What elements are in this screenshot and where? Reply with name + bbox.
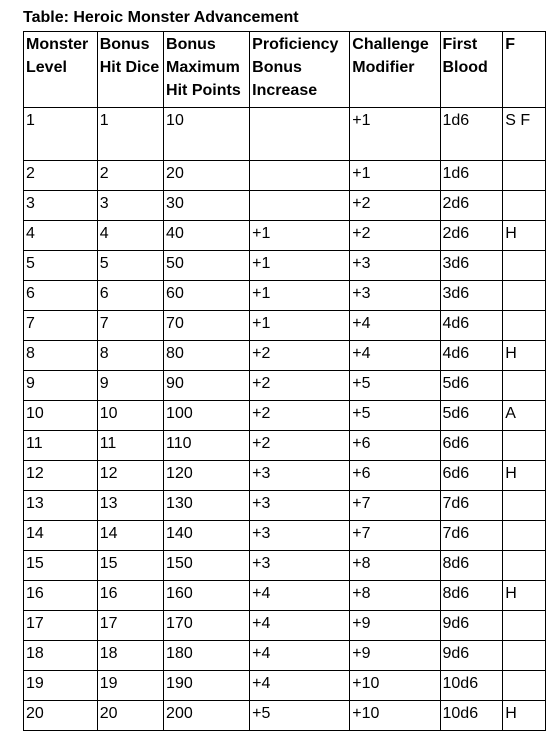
table-row [24,371,546,401]
table-row [24,461,546,491]
cell-first-blood: 10d6 [440,701,503,731]
cell-bonus-hit-dice: 12 [97,461,163,491]
cell-bonus-hit-dice: 17 [97,611,163,641]
cell-monster-level: 3 [24,191,98,221]
cell-proficiency-bonus-increase: +4 [250,611,350,641]
cell-truncated-column [503,281,546,311]
table-row [24,641,546,671]
cell-monster-level: 7 [24,311,98,341]
table-row [24,701,546,731]
cell-proficiency-bonus-increase: +3 [250,521,350,551]
cell-challenge-modifier: +10 [350,701,440,731]
cell-bonus-maximum-hit-points: 110 [164,431,250,461]
cell-challenge-modifier: +10 [350,671,440,701]
cell-monster-level: 18 [24,641,98,671]
cell-bonus-hit-dice: 8 [97,341,163,371]
cell-bonus-maximum-hit-points: 80 [164,341,250,371]
table-row [24,521,546,551]
cell-challenge-modifier: +3 [350,251,440,281]
cell-challenge-modifier: +1 [350,161,440,191]
cell-bonus-maximum-hit-points: 160 [164,581,250,611]
cell-truncated-column [503,431,546,461]
cell-truncated-column [503,191,546,221]
cell-first-blood: 10d6 [440,671,503,701]
table-row [24,108,546,161]
cell-bonus-maximum-hit-points: 100 [164,401,250,431]
cell-first-blood: 6d6 [440,431,503,461]
header-bonus-hit-dice: Bonus Hit Dice [97,32,163,108]
cell-monster-level: 20 [24,701,98,731]
table-row [24,161,546,191]
cell-monster-level: 13 [24,491,98,521]
cell-first-blood: 4d6 [440,311,503,341]
cell-proficiency-bonus-increase [250,191,350,221]
cell-truncated-column [503,551,546,581]
cell-bonus-maximum-hit-points: 180 [164,641,250,671]
cell-bonus-maximum-hit-points: 40 [164,221,250,251]
cell-truncated-column [503,671,546,701]
cell-proficiency-bonus-increase: +1 [250,221,350,251]
cell-first-blood: 9d6 [440,641,503,671]
cell-challenge-modifier: +5 [350,371,440,401]
cell-monster-level: 1 [24,108,98,161]
cell-monster-level: 16 [24,581,98,611]
table-row [24,611,546,641]
cell-monster-level: 6 [24,281,98,311]
cell-challenge-modifier: +7 [350,521,440,551]
cell-truncated-column [503,641,546,671]
cell-bonus-hit-dice: 10 [97,401,163,431]
cell-challenge-modifier: +9 [350,611,440,641]
cell-first-blood: 1d6 [440,161,503,191]
cell-bonus-hit-dice: 4 [97,221,163,251]
cell-monster-level: 10 [24,401,98,431]
cell-monster-level: 5 [24,251,98,281]
cell-truncated-column: H [503,461,546,491]
document-page [23,8,546,731]
cell-proficiency-bonus-increase: +1 [250,251,350,281]
cell-bonus-hit-dice: 20 [97,701,163,731]
cell-monster-level: 15 [24,551,98,581]
cell-bonus-maximum-hit-points: 130 [164,491,250,521]
cell-bonus-hit-dice: 11 [97,431,163,461]
cell-bonus-hit-dice: 2 [97,161,163,191]
cell-challenge-modifier: +8 [350,551,440,581]
heroic-monster-advancement-table [23,31,546,731]
cell-truncated-column: A [503,401,546,431]
cell-first-blood: 5d6 [440,371,503,401]
cell-first-blood: 3d6 [440,251,503,281]
cell-proficiency-bonus-increase: +4 [250,671,350,701]
cell-bonus-hit-dice: 1 [97,108,163,161]
cell-truncated-column [503,611,546,641]
cell-bonus-hit-dice: 5 [97,251,163,281]
cell-bonus-hit-dice: 3 [97,191,163,221]
cell-monster-level: 17 [24,611,98,641]
cell-bonus-maximum-hit-points: 30 [164,191,250,221]
cell-proficiency-bonus-increase: +5 [250,701,350,731]
cell-first-blood: 2d6 [440,191,503,221]
table-row [24,491,546,521]
cell-proficiency-bonus-increase: +2 [250,341,350,371]
table-row [24,401,546,431]
table-header-row [24,32,546,108]
cell-bonus-maximum-hit-points: 70 [164,311,250,341]
cell-truncated-column: H [503,341,546,371]
cell-first-blood: 4d6 [440,341,503,371]
cell-truncated-column [503,311,546,341]
cell-first-blood: 8d6 [440,581,503,611]
cell-monster-level: 19 [24,671,98,701]
cell-proficiency-bonus-increase [250,161,350,191]
cell-monster-level: 12 [24,461,98,491]
cell-truncated-column [503,521,546,551]
cell-bonus-hit-dice: 13 [97,491,163,521]
table-row [24,221,546,251]
cell-challenge-modifier: +5 [350,401,440,431]
cell-proficiency-bonus-increase: +2 [250,371,350,401]
cell-bonus-hit-dice: 15 [97,551,163,581]
cell-bonus-maximum-hit-points: 20 [164,161,250,191]
cell-challenge-modifier: +2 [350,221,440,251]
cell-proficiency-bonus-increase [250,108,350,161]
cell-bonus-maximum-hit-points: 190 [164,671,250,701]
cell-bonus-maximum-hit-points: 120 [164,461,250,491]
cell-monster-level: 2 [24,161,98,191]
cell-bonus-hit-dice: 16 [97,581,163,611]
cell-challenge-modifier: +1 [350,108,440,161]
cell-bonus-maximum-hit-points: 140 [164,521,250,551]
header-monster-level: Monster Level [24,32,98,108]
cell-first-blood: 7d6 [440,521,503,551]
cell-bonus-hit-dice: 14 [97,521,163,551]
table-body [24,108,546,731]
cell-challenge-modifier: +9 [350,641,440,671]
header-bonus-maximum-hit-points: Bonus Maximum Hit Points [164,32,250,108]
cell-challenge-modifier: +3 [350,281,440,311]
cell-bonus-hit-dice: 19 [97,671,163,701]
cell-proficiency-bonus-increase: +2 [250,401,350,431]
table-caption: Table: Heroic Monster Advancement [23,9,299,26]
header-proficiency-bonus-increase: Proficiency Bonus Increase [250,32,350,108]
cell-proficiency-bonus-increase: +1 [250,311,350,341]
cell-first-blood: 5d6 [440,401,503,431]
cell-truncated-column: H [503,701,546,731]
header-challenge-modifier: Challenge Modifier [350,32,440,108]
cell-truncated-column [503,491,546,521]
cell-challenge-modifier: +8 [350,581,440,611]
cell-monster-level: 4 [24,221,98,251]
cell-bonus-hit-dice: 6 [97,281,163,311]
cell-bonus-maximum-hit-points: 50 [164,251,250,281]
cell-proficiency-bonus-increase: +2 [250,431,350,461]
header-first-blood: First Blood [440,32,503,108]
cell-monster-level: 9 [24,371,98,401]
cell-bonus-maximum-hit-points: 90 [164,371,250,401]
header-truncated-column: F [503,32,546,108]
cell-first-blood: 7d6 [440,491,503,521]
cell-truncated-column [503,251,546,281]
cell-truncated-column: H [503,581,546,611]
cell-truncated-column: S F [503,108,546,161]
cell-proficiency-bonus-increase: +3 [250,461,350,491]
cell-challenge-modifier: +4 [350,311,440,341]
cell-first-blood: 8d6 [440,551,503,581]
table-row [24,251,546,281]
cell-truncated-column: H [503,221,546,251]
cell-bonus-maximum-hit-points: 10 [164,108,250,161]
cell-first-blood: 6d6 [440,461,503,491]
cell-first-blood: 2d6 [440,221,503,251]
cell-proficiency-bonus-increase: +3 [250,491,350,521]
table-row [24,431,546,461]
cell-bonus-hit-dice: 7 [97,311,163,341]
table-row [24,281,546,311]
table-row [24,311,546,341]
cell-monster-level: 11 [24,431,98,461]
cell-challenge-modifier: +6 [350,431,440,461]
cell-truncated-column [503,161,546,191]
cell-challenge-modifier: +4 [350,341,440,371]
table-row [24,341,546,371]
cell-monster-level: 8 [24,341,98,371]
cell-proficiency-bonus-increase: +4 [250,641,350,671]
cell-first-blood: 3d6 [440,281,503,311]
cell-bonus-maximum-hit-points: 170 [164,611,250,641]
cell-proficiency-bonus-increase: +3 [250,551,350,581]
table-row [24,581,546,611]
cell-proficiency-bonus-increase: +1 [250,281,350,311]
cell-bonus-maximum-hit-points: 60 [164,281,250,311]
cell-challenge-modifier: +6 [350,461,440,491]
table-row [24,551,546,581]
cell-challenge-modifier: +2 [350,191,440,221]
table-row [24,191,546,221]
cell-bonus-hit-dice: 18 [97,641,163,671]
cell-bonus-maximum-hit-points: 150 [164,551,250,581]
cell-truncated-column [503,371,546,401]
table-row [24,671,546,701]
cell-first-blood: 1d6 [440,108,503,161]
cell-monster-level: 14 [24,521,98,551]
cell-bonus-maximum-hit-points: 200 [164,701,250,731]
cell-bonus-hit-dice: 9 [97,371,163,401]
cell-proficiency-bonus-increase: +4 [250,581,350,611]
cell-first-blood: 9d6 [440,611,503,641]
cell-challenge-modifier: +7 [350,491,440,521]
